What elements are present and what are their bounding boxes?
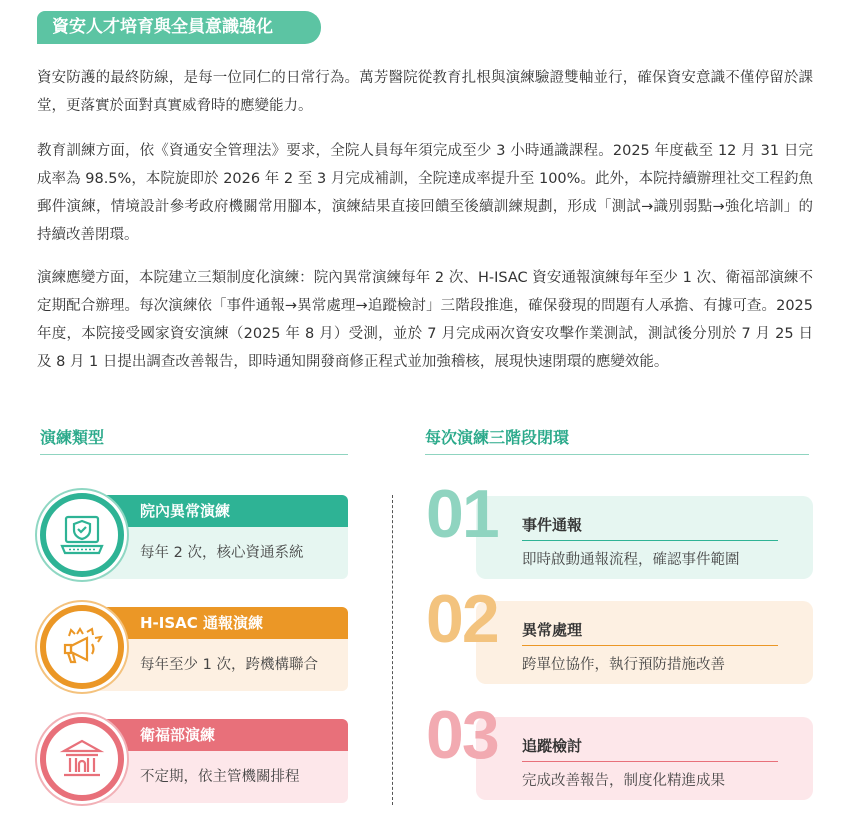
drill-card-hisac	[95, 607, 348, 691]
shield-computer-icon	[57, 510, 107, 560]
drill-card-title: 院內異常演練	[95, 495, 348, 527]
drill-card-title: H-ISAC 通報演練	[95, 607, 348, 639]
section-title: 資安人才培育與全員意識強化	[37, 11, 321, 44]
stage-desc: 即時啟動通報流程，確認事件範圍	[522, 552, 740, 568]
column-divider	[392, 495, 393, 805]
intro-paragraph: 資安防護的最終防線，是每一位同仁的日常行為。萬芳醫院從教育扎根與演練驗證雙軸並行，確保資安意識不僅停留於課堂，更落實於面對真實威脅時的應變能力。	[37, 70, 813, 114]
drill-icon-circle	[40, 605, 124, 689]
drill-card-mohw	[95, 719, 348, 803]
government-building-icon	[57, 734, 107, 784]
stage-divider	[522, 761, 778, 762]
stage-title: 追蹤檢討	[522, 737, 583, 755]
megaphone-icon	[57, 622, 107, 672]
stage-title: 事件通報	[522, 516, 583, 534]
drill-types-heading: 演練類型	[40, 425, 348, 455]
training-paragraph: 教育訓練方面，依《資通安全管理法》要求，全院人員每年須完成至少 3 小時通識課程。2025 年度截至 12 月 31 日完成率為 98.5%，本院旋即於 2026 年 2 至 3 月完成補訓，全院達成率提升至 100%。此外，本院持續辦理社交工程釣魚郵件演練，情境設計參考政府機關常用腳本，演練結果直接回饋至後續訓練規劃，形成「測試→識別弱點→強化培訓」的持續改善閉環。	[37, 143, 813, 243]
drill-card-desc: 每年至少 1 次，跨機構聯合	[140, 657, 318, 673]
drill-icon-circle	[40, 493, 124, 577]
drill-paragraph: 演練應變方面，本院建立三類制度化演練：院內異常演練每年 2 次、H-ISAC 資安通報演練每年至少 1 次、衛福部演練不定期配合辦理。每次演練依「事件通報→異常處理→追蹤檢討」三階段推進，確保發現的問題有人承擔、有據可查。2025 年度，本院接受國家資安演練（2025 年 8 月）受測，並於 7 月完成兩次資安攻擊作業測試，測試後分別於 7 月 25 日及 8 月 1 日提出調查改善報告，即時通知開發商修正程式並加強稽核，展現快速閉環的應變效能。	[37, 270, 813, 370]
drill-icon-circle	[40, 717, 124, 801]
stage-desc: 跨單位協作，執行預防措施改善	[522, 657, 725, 673]
stage-card-report	[476, 496, 813, 579]
stages-heading: 每次演練三階段閉環	[425, 425, 809, 455]
stage-number: 01	[426, 476, 498, 552]
stage-desc: 完成改善報告，制度化精進成果	[522, 773, 725, 789]
stage-divider	[522, 540, 778, 541]
stage-card-handle	[476, 601, 813, 684]
drill-card-title: 衛福部演練	[95, 719, 348, 751]
drill-card-desc: 每年 2 次，核心資通系統	[140, 545, 304, 561]
stage-number: 02	[426, 581, 498, 657]
drill-card-internal	[95, 495, 348, 579]
stage-card-review	[476, 717, 813, 800]
stage-number: 03	[426, 697, 498, 773]
drill-card-desc: 不定期，依主管機關排程	[140, 769, 300, 785]
stage-title: 異常處理	[522, 621, 583, 639]
stage-divider	[522, 645, 778, 646]
